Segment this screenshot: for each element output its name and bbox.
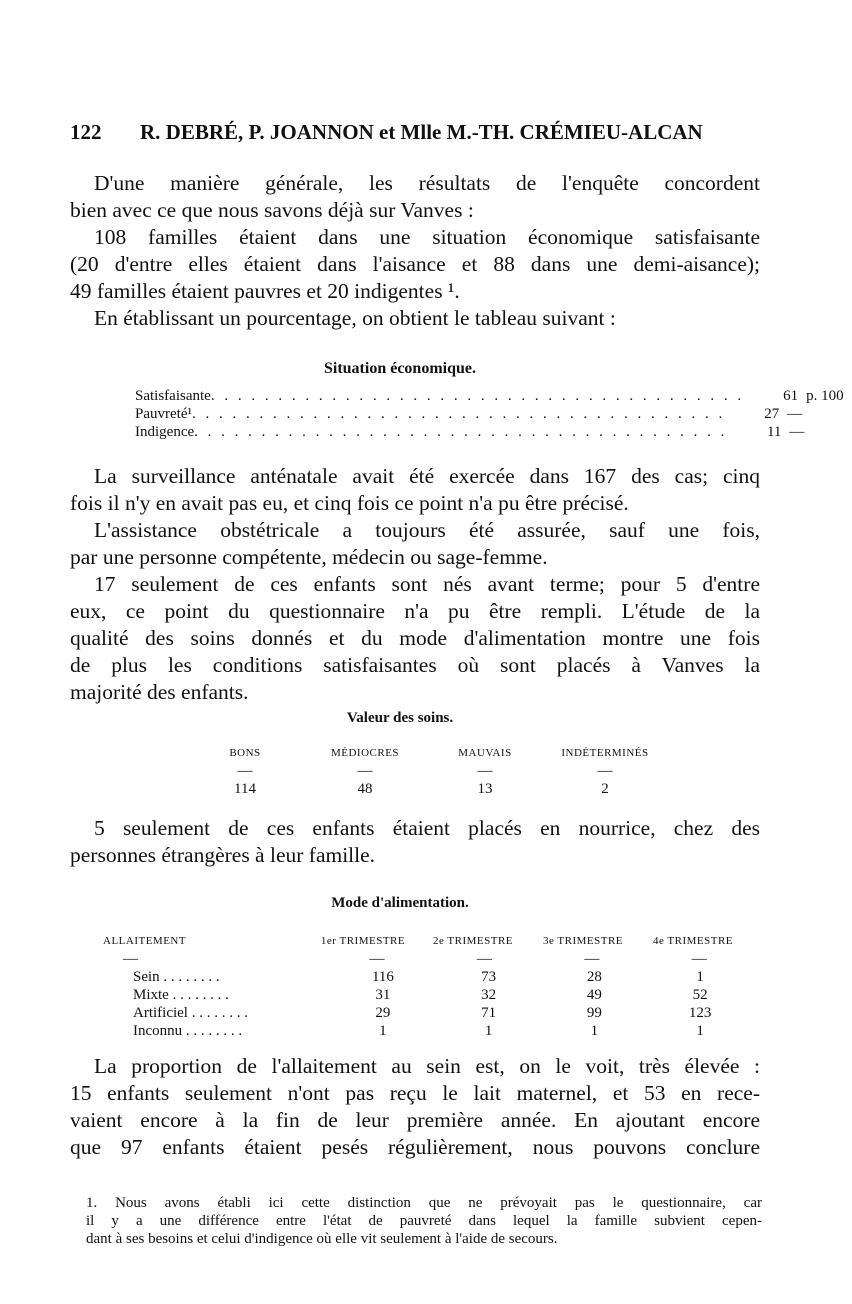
dash-separator: — [369, 951, 385, 967]
cell-value: 28 [586, 969, 602, 985]
row-unit: — [787, 406, 803, 422]
dash-separator: — [584, 951, 600, 967]
cell-value: 49 [586, 987, 602, 1003]
row-label-cell: Sein . . . . . . . . [133, 969, 220, 985]
dot-leader: . . . . . . . . . . . . . . . . . . . . . . . . . . . . . . . . . . . . . . . . [194, 424, 728, 440]
cell-value: 71 [481, 1005, 497, 1021]
row-label-cell: Inconnu . . . . . . . . [133, 1023, 243, 1039]
dash-separator: — [357, 763, 373, 779]
text-line: La proportion de l'allaitement au sein est, on le voit, très élevée : [94, 1054, 760, 1078]
column-header: 2e TRIMESTRE [432, 935, 514, 947]
table-row [103, 968, 753, 986]
cell-value: 99 [586, 1005, 602, 1021]
cell-value: 32 [481, 987, 497, 1003]
dash-separator: — [237, 763, 253, 779]
text-line: 15 enfants seulement n'ont pas reçu le lait maternel, et 53 en rece- [70, 1081, 760, 1105]
column-header: INDÉTERMINÉS [561, 747, 649, 759]
row-label: Indigence [135, 424, 195, 440]
cell-value: 114 [234, 781, 256, 797]
row-label: Mixte [133, 987, 169, 1003]
dash-separator: — [476, 951, 492, 967]
footnote [86, 1194, 762, 1248]
column-header: 4e TRIMESTRE [652, 935, 734, 947]
paragraph-percentage [70, 305, 760, 332]
text-line: En établissant un pourcentage, on obtient le tableau suivant : [94, 306, 616, 330]
text-line: bien avec ce que nous savons déjà sur Vanves : [70, 198, 474, 222]
text-line: D'une manière générale, les résultats de l'enquête concordent [94, 171, 760, 195]
text-line: La surveillance anténatale avait été exercée dans 167 des cas; cinq [94, 464, 760, 488]
row-value: 27 [764, 406, 780, 422]
row-label: Sein [133, 969, 160, 985]
table-row [135, 387, 844, 405]
text-line: personnes étrangères à leur famille. [70, 843, 376, 867]
table-row [195, 780, 675, 798]
table-mode-alimentation [103, 932, 753, 1040]
page-number: 122 [70, 120, 102, 144]
row-label: Inconnu [133, 1023, 183, 1039]
cell-value: 1 [590, 1023, 599, 1039]
cell-value: 2 [601, 781, 609, 797]
table-header-row [103, 932, 753, 950]
dash-separator: — [477, 763, 493, 779]
text-line: fois il n'y en avait pas eu, et cinq fois ce point n'a pu être précisé. [70, 491, 629, 515]
text-line: qualité des soins donnés et du mode d'alimentation montre une fois [70, 626, 760, 650]
cell-value: 31 [375, 987, 391, 1003]
row-label: Pauvreté¹ [135, 406, 192, 422]
table-title-situation: Situation économique. [323, 360, 476, 377]
dash-row [103, 950, 753, 968]
cell-value: 52 [692, 987, 708, 1003]
paragraph-intro [70, 170, 760, 224]
table-row [103, 1004, 753, 1022]
text-line: de plus les conditions satisfaisantes où sont placés à Vanves la [70, 653, 760, 677]
cell-value: 1 [696, 969, 704, 985]
cell-value: 1 [696, 1023, 704, 1039]
column-header: MAUVAIS [458, 747, 512, 759]
table-header-row [195, 744, 675, 762]
dot-leader: . . . . . . . . . . . . . . . . . . . . . . . . . . . . . . . . . . . . . . . . [210, 388, 745, 404]
cell-value: 13 [477, 781, 493, 797]
text-line: 1. Nous avons établi ici cette distinction que ne prévoyait pas le questionnaire, car [86, 1195, 762, 1211]
cell-value: 1 [379, 1023, 387, 1039]
text-line: (20 d'entre elles étaient dans l'aisance et 88 dans une demi-aisance); [70, 252, 760, 276]
paragraph-families [70, 224, 760, 305]
dash-separator: — [691, 951, 707, 967]
paragraph-surveillance [70, 463, 760, 517]
table-valeur-soins [195, 744, 675, 798]
running-title-authors: R. DEBRÉ, P. JOANNON et Mlle M.-TH. CRÉMIEU-ALCAN [140, 120, 703, 144]
row-unit: — [789, 424, 805, 440]
table-row [103, 986, 753, 1004]
cell-value: 1 [484, 1023, 493, 1039]
column-header: 3e TRIMESTRE [542, 935, 624, 947]
table-situation-economique [135, 387, 844, 441]
table-row [135, 405, 803, 423]
text-line: vaient encore à la fin de leur première année. En ajoutant encore [70, 1108, 760, 1132]
dash-separator: — [123, 951, 138, 967]
text-line: 5 seulement de ces enfants étaient placés en nourrice, chez des [94, 816, 760, 840]
cell-value: 48 [357, 781, 373, 797]
paragraph-nourrice [70, 815, 760, 869]
text-line: L'assistance obstétricale a toujours été assurée, sauf une fois, [94, 518, 760, 542]
text-line: dant à ses besoins et celui d'indigence où elle vit seulement à l'aide de secours. [86, 1231, 558, 1247]
text-line: 108 familles étaient dans une situation économique satisfaisante [94, 225, 760, 249]
column-header: MÉDIOCRES [330, 747, 400, 759]
text-line: 49 familles étaient pauvres et 20 indigentes ¹. [70, 279, 460, 303]
text-line: que 97 enfants étaient pesés régulièrement, nous pouvons conclure [70, 1135, 760, 1159]
paragraph-allaitement [70, 1053, 760, 1161]
cell-value: 73 [481, 969, 497, 985]
cell-value: 116 [371, 969, 394, 985]
row-label: Artificiel [133, 1005, 188, 1021]
row-label: Satisfaisante [135, 388, 211, 404]
text-line: 17 seulement de ces enfants sont nés avant terme; pour 5 d'entre [94, 572, 760, 596]
dash-separator: — [597, 763, 613, 779]
cell-value: 123 [688, 1005, 712, 1021]
text-line: majorité des enfants. [70, 680, 249, 704]
cell-value: 29 [375, 1005, 391, 1021]
column-header: ALLAITEMENT [103, 935, 187, 947]
row-value: 61 [783, 388, 799, 404]
table-title-soins: Valeur des soins. [346, 710, 454, 726]
table-row [103, 1022, 753, 1040]
paragraph-assistance [70, 517, 760, 571]
row-value: 11 [766, 424, 782, 440]
column-header: 1er TRIMESTRE [320, 935, 406, 947]
row-label-cell: Artificiel . . . . . . . . [133, 1005, 248, 1021]
paragraph-premature [70, 571, 760, 706]
table-row [135, 423, 805, 441]
text-line: eux, ce point du questionnaire n'a pu être rempli. L'étude de la [70, 599, 760, 623]
dot-leader: . . . . . . . . . . . . . . . . . . . . . . . . . . . . . . . . . . . . . . . . [191, 406, 726, 422]
column-header: BONS [229, 747, 261, 759]
dash-row [195, 762, 675, 780]
row-label-cell: Mixte . . . . . . . . [133, 987, 229, 1003]
table-title-alimentation: Mode d'alimentation. [331, 895, 469, 911]
text-line: il y a une différence entre l'état de pauvreté dans lequel la famille subvient cepen- [86, 1213, 762, 1229]
row-unit: p. 100 [806, 388, 844, 404]
text-line: par une personne compétente, médecin ou sage-femme. [70, 545, 548, 569]
